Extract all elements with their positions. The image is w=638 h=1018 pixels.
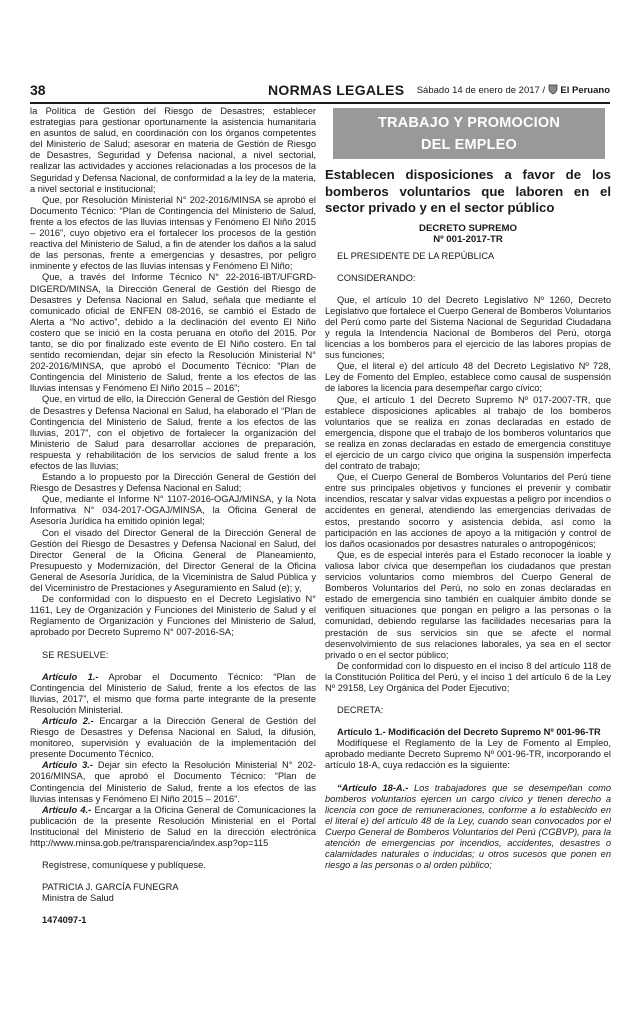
article-label: Artículo 4.-: [42, 804, 92, 815]
article-text: Encargar a la Oficina General de Comunicaciones la publicación de la presente Resolución Ministerial en el Portal Institucional del Ministerio de Salud en la dirección electrónica http://www.minsa.gob.pe/transparencia/index.asp?op=115: [30, 804, 316, 848]
banner-line: TRABAJO Y PROMOCION: [377, 115, 561, 131]
article-2: [30, 716, 316, 760]
issue-date: Sábado 14 de enero de 2017 /: [416, 85, 546, 96]
paragraph: Que, el Cuerpo General de Bomberos Voluntarios del Perú tiene entre sus principales objetivos y funciones el prevenir y combatir incendios, rescatar y salvar vidas expuestas a peligro por incendios o accidentes en general, atendiendo las emergencias derivadas de estos, prestando socorro y asistencia debida, así como la participación en las acciones de apoyo a la mitigación y control de los daños ocasionados por desastres naturales o antropogénicos;: [325, 472, 611, 549]
article-4: [30, 805, 316, 849]
paragraph: Que, por Resolución Ministerial N° 202-2016/MINSA se aprobó el Documento Técnico: “Plan de Contingencia del Ministerio de Salud, frente a los efectos de las lluvias intensas y Fenómeno El Niño 2015 – 2016”, cuyo objetivo era el fortalecer los procesos de la gestión reactiva del Ministerio de Salud, a fin de atender los daños a la salud de las personas, frente a emergencias y desastres, por peligro inminente y efectos de las lluvias intensas y Fenómeno El Niño;: [30, 194, 316, 272]
section-title: NORMAS LEGALES: [268, 82, 405, 98]
article-text: Los trabajadores que se desempeñan como bomberos voluntarios ejercen un cargo cívico y tienen derecho a licencia con goce de remuneraciones, conforme a lo establecido en el literal e) del artículo 48 de la Ley, cuando sean convocados por el Cuerpo General de Bomberos Voluntarios del Perú (CGBVP), para la atención de emergencias por incendios, accidentes, desastres o calamidades naturales o inducidas; u otros sucesos que ponen en riesgo a las personas o al orden público;: [325, 782, 611, 871]
article-text: Encargar a la Dirección General de Gestión del Riesgo de Desastres y Defensa Nacional en Salud, la difusión, monitoreo, supervisión y evaluación de la implementación del presente Documento Técnico.: [30, 715, 316, 760]
paragraph: De conformidad con lo dispuesto en el Decreto Legislativo N° 1161, Ley de Organización y Funciones del Ministerio de Salud y el Reglamento de Organización y Funciones del Ministerio de Salud, aprobado por Decreto Supremo N° 007-2016-SA;: [30, 594, 316, 638]
article-3: [30, 760, 316, 804]
header-rule: [30, 102, 610, 104]
right-column: [325, 106, 611, 871]
page-number: 38: [30, 82, 46, 98]
paragraph: Que, el artículo 10 del Decreto Legislativo Nº 1260, Decreto Legislativo que fortalece el Cuerpo General de Bomberos Voluntarios del Perú como parte del Sistema Nacional de Seguridad Ciudadana y regula la Intendencia Nacional de Bomberos del Perú, otorga licencias a los bomberos para el ejercicio de las labores propias de sus funciones;: [325, 294, 611, 361]
signer-title: Ministra de Salud: [42, 893, 114, 904]
decree-number: Nº 001-2017-TR: [433, 233, 503, 245]
article-text: Dejar sin efecto la Resolución Ministerial N° 202-2016/MINSA, que aprobó el Documento Técnico: “Plan de Contingencia del Ministerio de Salud, frente a los efectos de las lluvias intensas y Fenómeno El Niño 2015 – 2016”.: [30, 760, 316, 804]
shield-icon: [548, 84, 558, 98]
closing-formula: Regístrese, comuníquese y publíquese.: [42, 860, 206, 871]
article-1-title: Artículo 1.- Modificación del Decreto Supremo Nº 001-96-TR: [337, 727, 601, 738]
page-header: [30, 80, 610, 102]
paragraph: De conformidad con lo dispuesto en el inciso 8 del artículo 118 de la Constitución Política del Perú, y el inciso 1 del artículo 6 de la Ley Nº 29158, Ley Orgánica del Poder Ejecutivo;: [325, 660, 611, 693]
article-1-text: Modifíquese el Reglamento de la Ley de Fomento al Empleo, aprobado mediante Decreto Supremo Nº 001-96-TR, incorporando el artículo 18-A, cuya redacción es la siguiente:: [325, 738, 611, 771]
paragraph: Que, el literal e) del artículo 48 del Decreto Legislativo Nº 728, Ley de Fomento del Empleo, establece como causal de suspensión de labores la licencia para desempeñar cargo cívico;: [325, 361, 611, 394]
article-label: Artículo 1.-: [42, 671, 99, 682]
resolve-heading: SE RESUELVE:: [42, 649, 109, 660]
paragraph: Que, es de especial interés para el Estado reconocer la loable y valiosa labor cívica que desempeñan los ciudadanos que prestan servicios voluntarios como miembros del Cuerpo General de Bomberos Voluntarios del Perú, no solo en zonas declaradas en estado de emergencia sino también en cualquier ámbito donde se verifiquen situaciones que pongan en peligro a las personas o la comunidad, debiendo regularse las facilidades necesarias para la prestación de sus servicios sin que se afecte el normal desenvolvimiento de sus relaciones laborales, ya sea en el sector privado o en el sector público;: [325, 549, 611, 660]
paragraph: la Política de Gestión del Riesgo de Desastres; establecer estrategias para gestionar oportunamente la asistencia humanitaria en asuntos de salud, en coordinación con los órganos competentes del Ministerio de Salud; asesorar en materia de Gestión de Riesgo de Desastres, Seguridad y Defensa nacional, a nivel sectorial, realizar las actividades y acciones relacionadas a los procesos de la Seguridad y Defensa Nacional, de conformidad a la ley de la materia, a nivel sectorial e institucional;: [30, 106, 316, 194]
paragraph: Con el visado del Director General de la Dirección General de Gestión del Riesgo de Desastres y Defensa Nacional en Salud, del Director General de la Oficina General de Planeamiento, Presupuesto y Modernización, del Director General de la Oficina General de Asesoría Jurídica, de la Viceministra de Salud Pública y del Viceministro de Prestaciones y Aseguramiento en Salud (e); y,: [30, 527, 316, 594]
paragraph: Que, el artículo 1 del Decreto Supremo Nº 017-2007-TR, que establece disposiciones aplicables al trabajo de los bomberos voluntarios que se realiza en zonas declaradas en estado de emergencia, dispone que el trabajo de los bomberos voluntarios que se realiza en zonas declaradas en estado de emergencia constituye el ejercicio de un cargo cívico que origina la suspensión imperfecta del contrato de trabajo;: [325, 394, 611, 472]
paragraph: Estando a lo propuesto por la Dirección General de Gestión del Riesgo de Desastres y Defensa Nacional en Salud;: [30, 472, 316, 494]
banner-line: DEL EMPLEO: [421, 137, 517, 153]
paragraph: Que, a través del Informe Técnico N° 22-2016-IBT/UFGRD-DIGERD/MINSA, la Dirección General de Gestión del Riesgo de Desastres y Defensa Nacional en Salud, señala que mediante el comunicado oficial de ENFEN 08-2016, se cambió el Estado de Alerta a “No activo”, debido a la declinación del evento El Niño costero que se inició en la costa peruana en otoño del 2015. Por tanto, se dio por finalizado este evento de El Niño costero. En tal sentido recomiendan, dejar sin efecto la Resolución Ministerial N° 202-2016/MINSA, que aprobó el Documento Técnico: “Plan de Contingencia del Ministerio de Salud, frente a los efectos de las lluvias intensas y Fenómeno El Niño 2015 – 2016”;: [30, 272, 316, 394]
article-18a: [325, 783, 611, 872]
article-text: Aprobar el Documento Técnico: “Plan de Contingencia del Ministerio de Salud, frente a los efectos de las lluvias, 2017”, el mismo que forma parte integrante de la presente Resolución Ministerial.: [30, 671, 316, 715]
decree-type: DECRETO SUPREMO: [419, 222, 517, 234]
publication-name: El Peruano: [560, 85, 610, 96]
paragraph: Que, en virtud de ello, la Dirección General de Gestión del Riesgo de Desastres y Defensa Nacional en Salud, ha elaborado el “Plan de Contingencia del Ministerio de Salud, frente a los efectos de las lluvias, 2017”, con el objetivo de fortalecer la organización del Ministerio de Salud para desarrollar acciones de preparación, respuesta y rehabilitación de los servicios de salud frente a los efectos de las lluvias;: [30, 394, 316, 471]
paragraph: Que, mediante el Informe N° 1107-2016-OGAJ/MINSA, y la Nota Informativa N° 034-2017-OGAJ/MINSA, la Oficina General de Asesoría Jurídica ha emitido opinión legal;: [30, 494, 316, 527]
header-date: [417, 84, 610, 98]
sector-banner: [333, 108, 605, 159]
considerando-heading: CONSIDERANDO:: [337, 272, 416, 283]
president-line: EL PRESIDENTE DE LA REPÚBLICA: [337, 250, 495, 261]
article-label: Artículo 2.-: [42, 715, 94, 726]
article-1: [30, 672, 316, 716]
publication-code: 1474097-1: [42, 915, 87, 926]
article-label: “Artículo 18-A.-: [337, 782, 409, 793]
left-column: [30, 106, 316, 926]
article-label: Artículo 3.-: [42, 760, 93, 771]
article-headline: Establecen disposiciones a favor de los bomberos voluntarios que laboren en el sector privado y en el sector público: [325, 167, 611, 215]
signer-name: PATRICIA J. GARCÍA FUNEGRA: [42, 882, 179, 893]
decreta-heading: DECRETA:: [337, 705, 384, 716]
